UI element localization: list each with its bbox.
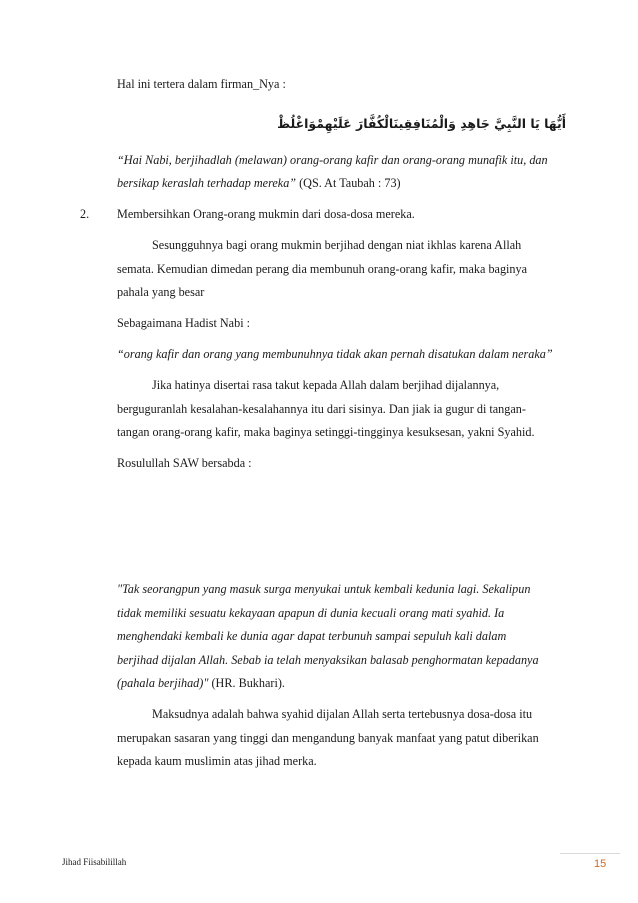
quote2-line4: berjihad dijalan Allah. Sebab ia telah menyaksikan balasab penghormatan kepadanya (117, 653, 539, 667)
footer-divider (560, 853, 620, 854)
quote2-last-italic: (pahala berjihad)" (117, 676, 209, 690)
para2-line3: tangan orang-orang kafir, maka baginya setinggi-tingginya kesuksesan, yakni Syahid. (117, 425, 535, 439)
list-number-2: 2. (80, 207, 90, 221)
rasul-intro: Rosulullah SAW bersabda : (117, 456, 252, 470)
quote2-line2: tidak memiliki sesuatu kekayaan apapun di dunia kecuali orang mati syahid. Ia (117, 606, 505, 620)
page-number: 15 (594, 858, 607, 870)
point2-heading: Membersihkan Orang-orang mukmin dari dosa-dosa mereka. (117, 207, 415, 221)
quote1-line2 (117, 175, 401, 191)
para1-line2: semata. Kemudian dimedan perang dia membunuh orang-orang kafir, maka baginya (117, 262, 528, 276)
footer-title: Jihad Fiisabilillah (62, 857, 127, 867)
arabic-verse: أَيُّهَا يَا النَّبِيَّ جَاهِدِ وَالْمُنَافِقِينَالْكُفَّارَ عَلَيْهِمْوَاغْلُظْ (277, 116, 566, 131)
para2-line1: Jika hatinya disertai rasa takut kepada Allah dalam berjihad dijalannya, (152, 378, 500, 392)
hadith-intro: Sebagaimana Hadist Nabi : (117, 316, 251, 330)
para3-line1: Maksudnya adalah bahwa syahid dijalan Allah serta tertebusnya dosa-dosa itu (152, 707, 533, 721)
para1-line1: Sesungguhnya bagi orang mukmin berjihad dengan niat ikhlas karena Allah (152, 238, 522, 252)
para3-line2: merupakan sasaran yang tinggi dan mengandung banyak manfaat yang patut diberikan (117, 731, 539, 745)
quote1-reference: (QS. At Taubah : 73) (296, 176, 401, 190)
para2-line2: berguguranlah kesalahan-kesalahannya itu dari sisinya. Dan jiak ia gugur di tangan- (117, 402, 526, 416)
para3-line3: kepada kaum muslimin atas jihad merka. (117, 754, 317, 768)
quote2-line1: "Tak seorangpun yang masuk surga menyukai untuk kembali kedunia lagi. Sekalipun (117, 582, 531, 596)
quote2-line3: menghendaki kembali ke dunia agar dapat terbunuh sampai sepuluh kali dalam (117, 629, 507, 643)
para1-line3: pahala yang besar (117, 285, 205, 299)
hadith-quote: “orang kafir dan orang yang membunuhnya tidak akan pernah disatukan dalam neraka” (117, 347, 553, 361)
intro-text: Hal ini tertera dalam firman_Nya : (117, 77, 286, 91)
quote1-line2-italic: bersikap keraslah terhadap mereka” (117, 176, 297, 190)
quote1-line1: “Hai Nabi, berjihadlah (melawan) orang-orang kafir dan orang-orang munafik itu, dan (117, 153, 548, 167)
quote2-line5 (117, 675, 285, 691)
quote2-reference: (HR. Bukhari). (208, 676, 285, 690)
